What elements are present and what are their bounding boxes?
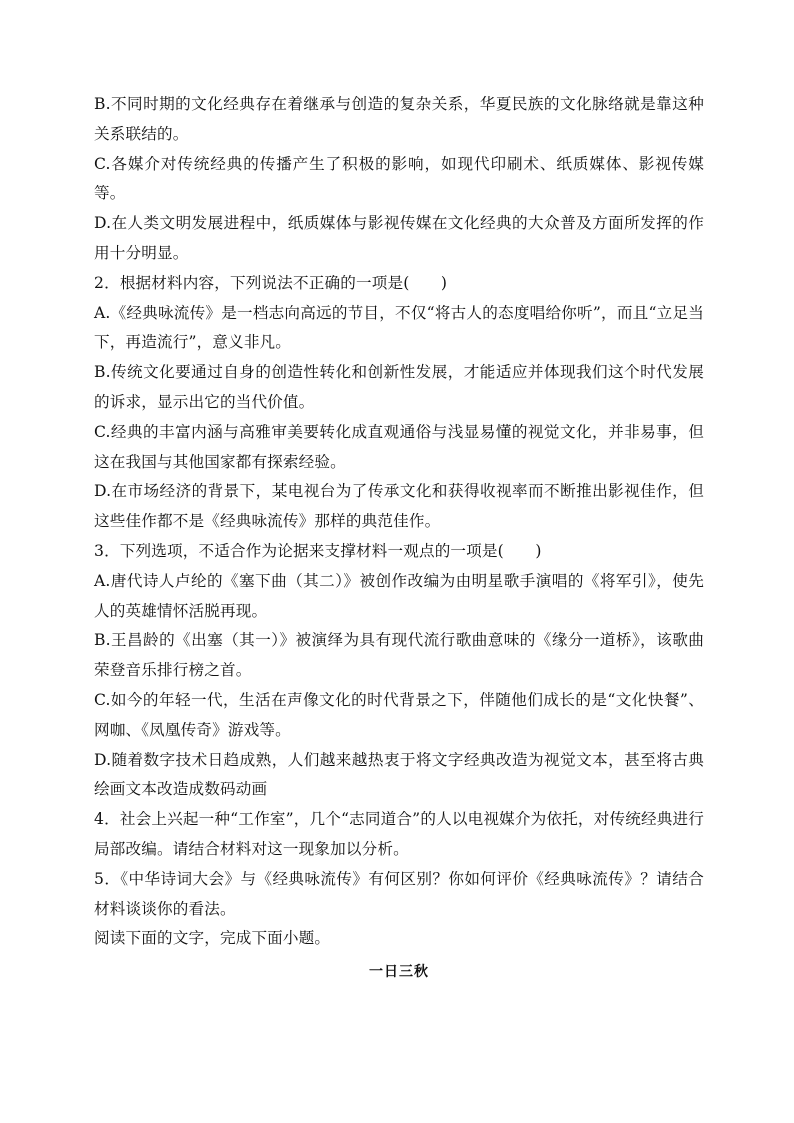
option-2a: A.《经典咏流传》是一档志向高远的节目，不仅“将古人的态度唱给你听”，而且“立足当下，再造流行”，意义非凡。 [94,303,704,352]
option-2d: D.在市场经济的背景下，某电视台为了传承文化和获得收视率而不断推出影视佳作，但这些佳作都不是《经典咏流传》那样的典范佳作。 [94,482,704,531]
document-body [94,90,704,988]
question-3: 3．下列选项，不适合作为论据来支撑材料一观点的一项是( ) [94,541,542,560]
question-5: 5．《中华诗词大会》与《经典咏流传》有何区别？你如何评价《经典咏流传》？请结合材料谈谈你的看法。 [94,869,704,918]
option-3d: D.随着数字技术日趋成熟，人们越来越热衷于将文字经典改造为视觉文本，甚至将古典绘画文本改造成数码动画 [94,750,704,799]
option-3c: C.如今的年轻一代，生活在声像文化的时代背景之下，伴随他们成长的是“文化快餐”、网咖、《凤凰传奇》游戏等。 [94,690,704,739]
section-title: 一日三秋 [369,964,429,981]
option-1c: C.各媒介对传统经典的传播产生了积极的影响，如现代印刷术、纸质媒体、影视传媒等。 [94,154,704,203]
option-2c: C.经典的丰富内涵与高雅审美要转化成直观通俗与浅显易懂的视觉文化，并非易事，但这在我国与其他国家都有探索经验。 [94,422,704,471]
reading-instruction: 阅读下面的文字，完成下面小题。 [94,929,331,948]
question-4: 4．社会上兴起一种“工作室”，几个“志同道合”的人以电视媒介为依托，对传统经典进行局部改编。请结合材料对这一现象加以分析。 [94,810,704,858]
option-3b: B.王昌龄的《出塞（其一）》被演绎为具有现代流行歌曲意味的《缘分一道桥》，该歌曲荣登音乐排行榜之首。 [94,631,704,680]
question-2: 2．根据材料内容，下列说法不正确的一项是( ) [94,273,448,292]
option-3a: A.唐代诗人卢纶的《塞下曲（其二）》被创作改编为由明星歌手演唱的《将军引》，使先人的英雄情怀活脱再现。 [94,571,704,620]
option-1b: B.不同时期的文化经典存在着继承与创造的复杂关系，华夏民族的文化脉络就是靠这种关系联结的。 [94,95,704,143]
option-2b: B.传统文化要通过自身的创造性转化和创新性发展，才能适应并体现我们这个时代发展的诉求，显示出它的当代价值。 [94,363,704,411]
option-1d: D.在人类文明发展进程中，纸质媒体与影视传媒在文化经典的大众普及方面所发挥的作用十分明显。 [94,214,704,262]
